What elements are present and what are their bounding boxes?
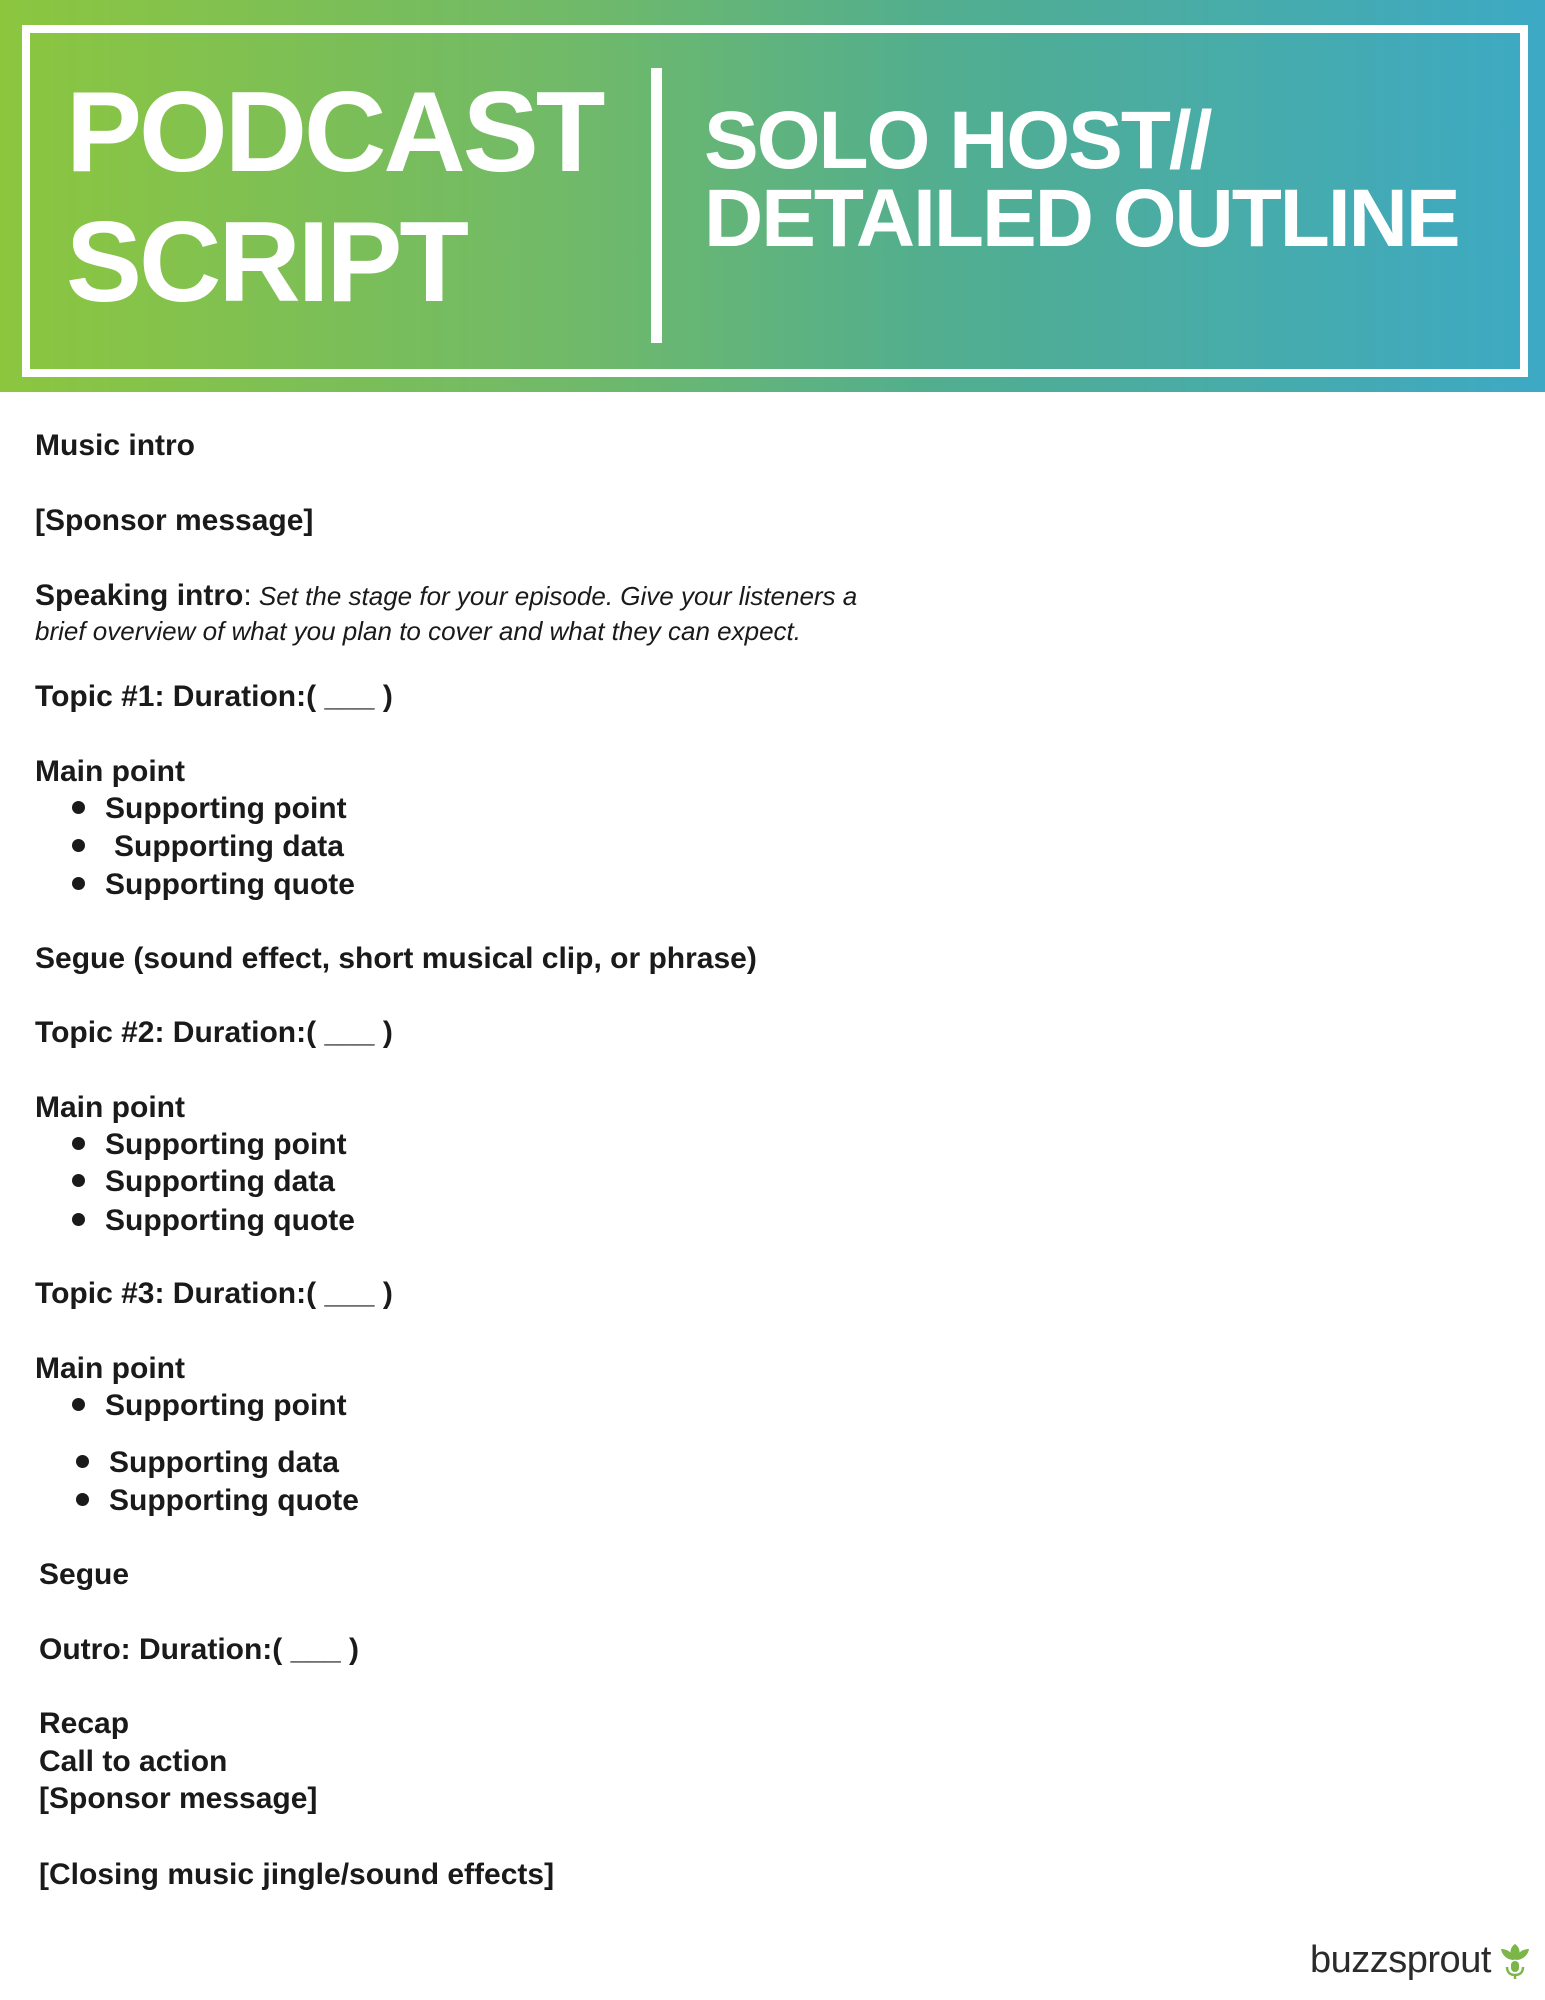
banner-title-line2: SCRIPT [66,199,467,326]
bullet-icon [72,1213,85,1226]
list-item [72,1127,347,1163]
list-item [72,791,347,827]
list-item-text: Supporting quote [105,868,355,901]
sprout-microphone-icon [1497,1940,1533,1980]
topic-3-heading: Topic #3: Duration:( ___ ) [35,1277,393,1310]
closing-music: [Closing music jingle/sound effects] [39,1858,555,1891]
list-item [76,1445,339,1481]
sponsor-message-2: [Sponsor message] [39,1782,318,1815]
speaking-intro-note-1: Set the stage for your episode. Give your listeners a [251,581,858,611]
list-item [72,829,344,865]
speaking-intro [35,578,857,614]
bullet-icon [72,801,85,814]
list-item [72,1203,355,1239]
speaking-intro-label: Speaking intro [35,579,244,612]
speaking-intro-note-2: brief overview of what you plan to cover and what they can expect. [35,616,801,646]
list-item-text: Supporting point [105,1389,347,1422]
list-item-text: Supporting point [105,792,347,825]
list-item-text: Supporting data [105,1165,335,1198]
brand-name: buzzsprout [1310,1938,1491,1981]
topic-2-heading: Topic #2: Duration:( ___ ) [35,1016,393,1049]
segue-2: Segue [39,1558,130,1591]
recap: Recap [39,1707,130,1740]
list-item-text: Supporting quote [109,1484,359,1517]
bullet-icon [76,1493,89,1506]
topic-2-main-point: Main point [35,1091,185,1124]
bullet-icon [76,1455,89,1468]
list-item [72,867,355,903]
list-item-text: Supporting data [109,1446,339,1479]
list-item-text: Supporting quote [105,1204,355,1237]
banner-title-line1: PODCAST [66,69,603,196]
buzzsprout-logo [1310,1940,1533,1980]
call-to-action: Call to action [39,1745,228,1778]
bullet-icon [72,1137,85,1150]
music-intro: Music intro [35,429,196,462]
banner-subtitle-line2: DETAILED OUTLINE [704,173,1459,264]
sponsor-message-1: [Sponsor message] [35,504,314,537]
list-item-text: Supporting point [105,1128,347,1161]
topic-3-main-point: Main point [35,1352,185,1385]
list-item [72,1388,347,1424]
topic-1-heading: Topic #1: Duration:( ___ ) [35,680,393,713]
speaking-intro-colon: : [243,579,252,612]
list-item [72,1164,335,1200]
bullet-icon [72,877,85,890]
bullet-icon [72,839,85,852]
bullet-icon [72,1174,85,1187]
list-item [76,1483,359,1519]
bullet-icon [72,1398,85,1411]
segue-1: Segue (sound effect, short musical clip, or phrase) [35,942,757,975]
banner-subtitle-line1: SOLO HOST// [704,95,1211,186]
topic-1-main-point: Main point [35,755,185,788]
outro-heading: Outro: Duration:( ___ ) [39,1633,359,1666]
list-item-text: Supporting data [114,830,344,863]
